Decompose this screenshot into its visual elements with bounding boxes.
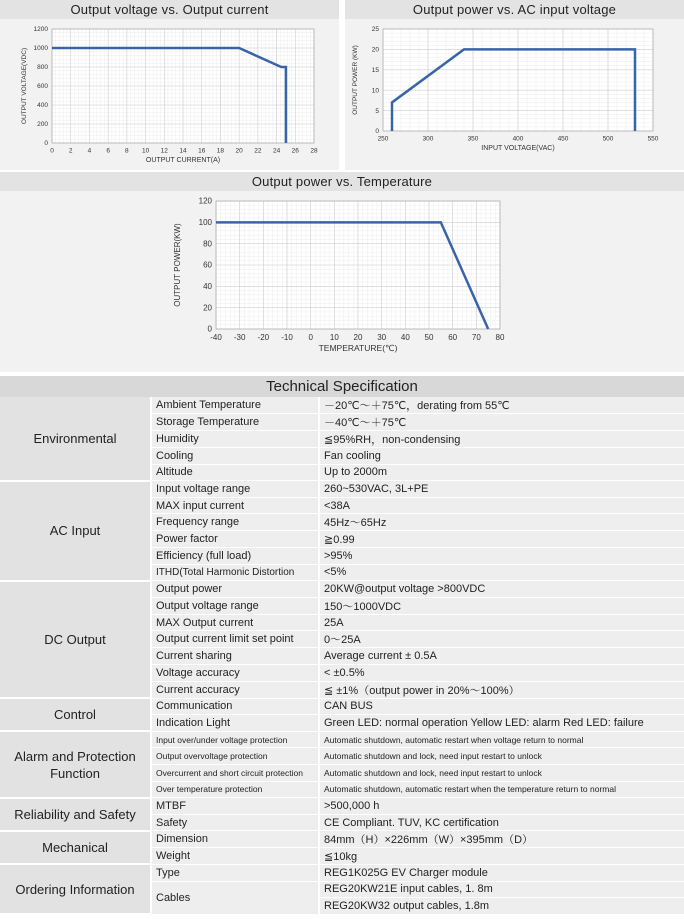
spec-value: －40℃～＋75℃	[319, 414, 684, 431]
spec-category: DC Output	[0, 581, 151, 698]
x-tick-label: 30	[377, 333, 387, 342]
y-tick-label: 25	[371, 26, 379, 34]
spec-value: 0～25A	[319, 631, 684, 648]
spec-value: CE Compliant. TUV, KC certification	[319, 814, 684, 831]
y-tick-label: 20	[371, 46, 379, 54]
x-tick-label: 8	[125, 147, 129, 155]
spec-value: <38A	[319, 497, 684, 514]
spec-row	[0, 581, 684, 598]
spec-value: 25A	[319, 614, 684, 631]
spec-row	[0, 731, 684, 748]
x-tick-label: 250	[377, 135, 389, 143]
x-tick-label: 500	[602, 135, 614, 143]
spec-value: >95%	[319, 548, 684, 565]
spec-value: Automatic shutdown and lock, need input restart to unlock	[319, 748, 684, 765]
x-axis-label: TEMPERATURE(℃)	[318, 343, 398, 353]
x-tick-label: 0	[50, 147, 54, 155]
spec-category: Mechanical	[0, 831, 151, 865]
spec-title: Technical Specification	[0, 376, 684, 397]
x-tick-label: 80	[495, 333, 505, 342]
spec-row	[0, 864, 684, 881]
chart-title: Output voltage vs. Output current	[0, 0, 339, 19]
spec-value: REG20KW21E input cables, 1. 8m	[319, 881, 684, 898]
y-tick-label: 800	[37, 64, 48, 72]
spec-category: AC Input	[0, 481, 151, 581]
spec-value: ≧0.99	[319, 531, 684, 548]
spec-value: ≦ ±1%（output power in 20%～100%）	[319, 681, 684, 698]
spec-item: Altitude	[151, 464, 319, 481]
x-tick-label: 70	[471, 333, 481, 342]
spec-item: Current sharing	[151, 648, 319, 665]
spec-value: REG1K025G EV Charger module	[319, 864, 684, 881]
y-tick-label: 600	[37, 83, 48, 91]
x-tick-label: -30	[233, 333, 246, 342]
y-tick-label: 0	[207, 324, 212, 334]
spec-value: ≦10kg	[319, 848, 684, 865]
x-tick-label: -10	[281, 333, 293, 342]
spec-item: Cooling	[151, 448, 319, 465]
spec-value: 84mm（H）×226mm（W）×395mm（D）	[319, 831, 684, 848]
spec-item: MTBF	[151, 798, 319, 815]
spec-item: Input voltage range	[151, 481, 319, 498]
spec-item: Communication	[151, 698, 319, 715]
chart-power-temperature	[0, 191, 684, 372]
spec-item: Power factor	[151, 531, 319, 548]
spec-value: 20KW@output voltage >800VDC	[319, 581, 684, 598]
y-tick-label: 15	[371, 66, 379, 74]
spec-item: Efficiency (full load)	[151, 548, 319, 565]
spec-item: Humidity	[151, 431, 319, 448]
chart-panel-power-acvoltage	[345, 0, 684, 170]
chart-panel-voltage-current	[0, 0, 339, 170]
y-tick-label: 120	[198, 196, 212, 206]
y-axis-label: OUTPUT POWER (KW)	[352, 45, 359, 115]
y-tick-label: 400	[37, 102, 48, 110]
spec-item: MAX Output current	[151, 614, 319, 631]
y-tick-label: 20	[203, 303, 212, 313]
spec-value: －20℃～＋75℃，derating from 55℃	[319, 397, 684, 414]
chart-title: Output power vs. Temperature	[0, 172, 684, 191]
spec-item: Voltage accuracy	[151, 665, 319, 682]
spec-item: MAX input current	[151, 497, 319, 514]
y-tick-label: 0	[44, 140, 48, 148]
spec-item: Over temperature protection	[151, 781, 319, 798]
spec-category: Environmental	[0, 397, 151, 481]
spec-item: Cables	[151, 881, 319, 914]
spec-item: Storage Temperature	[151, 414, 319, 431]
x-tick-label: 20	[353, 333, 363, 342]
x-tick-label: 10	[141, 147, 150, 155]
x-tick-label: 0	[308, 333, 313, 342]
spec-value: 260~530VAC, 3L+PE	[319, 481, 684, 498]
x-tick-label: 400	[512, 135, 524, 143]
spec-value: Automatic shutdown and lock, need input restart to unlock	[319, 765, 684, 782]
spec-value: 45Hz～65Hz	[319, 514, 684, 531]
x-tick-label: -40	[210, 333, 222, 342]
x-tick-label: 24	[272, 147, 281, 155]
y-tick-label: 0	[375, 128, 379, 136]
chart-voltage-current	[0, 19, 339, 170]
y-axis-label: OUTPUT VOLTAGE(VDC)	[21, 47, 28, 125]
x-tick-label: 350	[467, 135, 479, 143]
spec-value: Green LED: normal operation Yellow LED: alarm Red LED: failure	[319, 715, 684, 732]
spec-row	[0, 698, 684, 715]
spec-category: Reliability and Safety	[0, 798, 151, 831]
spec-value: CAN BUS	[319, 698, 684, 715]
spec-item: Frequency range	[151, 514, 319, 531]
spec-value: < ±0.5%	[319, 665, 684, 682]
y-tick-label: 100	[198, 218, 212, 227]
spec-item: Ambient Temperature	[151, 397, 319, 414]
spec-value: ≦95%RH，non-condensing	[319, 431, 684, 448]
y-tick-label: 40	[203, 282, 212, 291]
spec-value: >500,000 h	[319, 798, 684, 815]
x-tick-label: 10	[329, 333, 339, 342]
x-tick-label: 550	[647, 135, 659, 143]
y-tick-label: 60	[203, 260, 212, 270]
y-tick-label: 5	[375, 107, 379, 115]
x-axis-label: OUTPUT CURRENT(A)	[145, 157, 221, 164]
spec-value: 150～1000VDC	[319, 597, 684, 614]
spec-value: Fan cooling	[319, 448, 684, 465]
chart-power-acvoltage	[345, 19, 684, 170]
spec-category: Alarm and Protection Function	[0, 731, 151, 797]
spec-value: Average current ± 0.5A	[319, 648, 684, 665]
x-tick-label: 60	[448, 333, 458, 342]
y-tick-label: 10	[371, 87, 379, 95]
spec-item: Output power	[151, 581, 319, 598]
spec-value: Automatic shutdown, automatic restart when voltage return to normal	[319, 731, 684, 748]
spec-row	[0, 397, 684, 414]
x-tick-label: 20	[235, 147, 243, 155]
chart-panel-power-temperature	[0, 172, 684, 372]
x-tick-label: 14	[179, 147, 187, 155]
spec-value: <5%	[319, 564, 684, 581]
x-tick-label: 22	[254, 147, 262, 155]
spec-row	[0, 831, 684, 848]
spec-item: ITHD(Total Harmonic Distortion	[151, 564, 319, 581]
y-tick-label: 200	[37, 121, 48, 129]
x-tick-label: 16	[198, 147, 206, 155]
x-tick-label: 6	[106, 147, 110, 155]
y-tick-label: 1200	[33, 26, 48, 34]
spec-category: Control	[0, 698, 151, 731]
spec-item: Output current limit set point	[151, 631, 319, 648]
x-tick-label: -20	[257, 333, 270, 342]
y-tick-label: 80	[203, 239, 212, 249]
spec-item: Safety	[151, 814, 319, 831]
x-tick-label: 450	[557, 135, 569, 143]
spec-value: Automatic shutdown, automatic restart when the temperature return to normal	[319, 781, 684, 798]
spec-item: Indication Light	[151, 715, 319, 732]
spec-value: Up to 2000m	[319, 464, 684, 481]
spec-item: Input over/under voltage protection	[151, 731, 319, 748]
x-tick-label: 18	[216, 147, 225, 155]
spec-table	[0, 397, 684, 915]
x-tick-label: 4	[87, 147, 92, 155]
y-axis-label: OUTPUT POWER(KW)	[173, 223, 182, 307]
x-tick-label: 28	[310, 147, 318, 155]
chart-title: Output power vs. AC input voltage	[345, 0, 684, 19]
spec-item: Weight	[151, 848, 319, 865]
spec-category: Ordering Information	[0, 864, 151, 914]
x-tick-label: 300	[422, 135, 434, 143]
spec-item: Overcurrent and short circuit protection	[151, 765, 319, 782]
y-tick-label: 1000	[33, 45, 48, 53]
x-tick-label: 40	[400, 333, 410, 342]
spec-row	[0, 798, 684, 815]
x-axis-label: INPUT VOLTAGE(VAC)	[481, 145, 555, 152]
spec-row	[0, 481, 684, 498]
spec-value: REG20KW32 output cables, 1.8m	[319, 898, 684, 915]
x-tick-label: 2	[68, 147, 73, 155]
x-tick-label: 26	[291, 147, 299, 155]
x-tick-label: 12	[160, 147, 168, 155]
spec-item: Current accuracy	[151, 681, 319, 698]
spec-item: Dimension	[151, 831, 319, 848]
spec-item: Output overvoltage protection	[151, 748, 319, 765]
x-tick-label: 50	[424, 333, 434, 342]
spec-item: Type	[151, 864, 319, 881]
spec-item: Output voltage range	[151, 597, 319, 614]
